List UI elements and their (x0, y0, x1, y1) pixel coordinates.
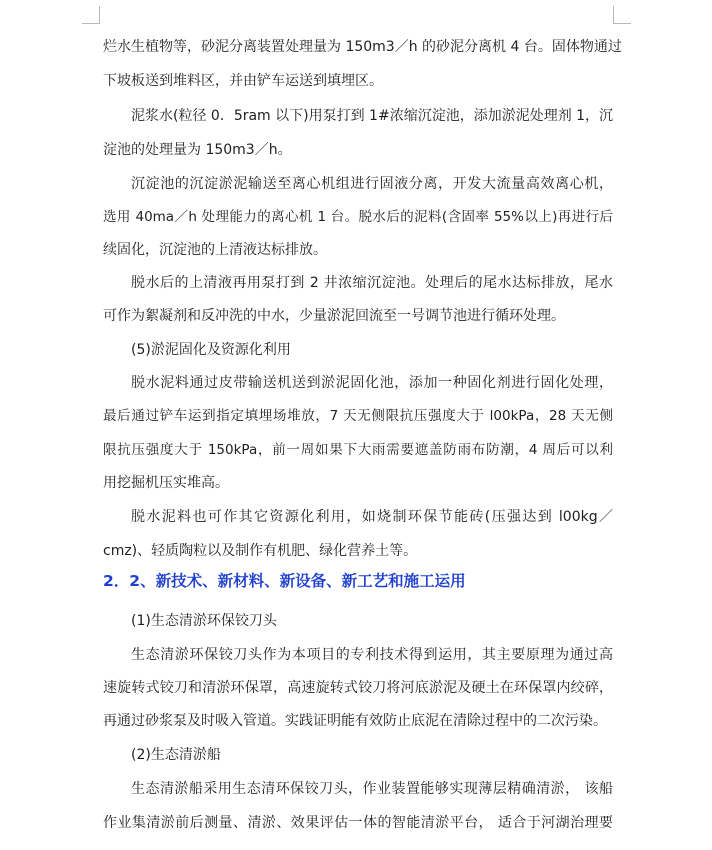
text-line: 最后通过铲车运到指定填埋场堆放，7 天无侧限抗压强度大于 l00kPa，28 天无侧 (103, 408, 613, 424)
text-line: 生态清淤船采用生态清环保铰刀头，作业装置能够实现薄层精确清淤， 该船 (131, 781, 613, 797)
crop-mark-right-horizontal (613, 23, 631, 24)
text-line: 再通过砂浆泵及时吸入管道。实践证明能有效防止底泥在清除过程中的二次污染。 (103, 713, 607, 729)
crop-mark-left-horizontal (82, 23, 100, 24)
text-line: 限抗压强度大于 150kPa，前一周如果下大雨需要遮盖防雨布防潮，4 周后可以利 (103, 442, 613, 458)
text-line: 可作为絮凝剂和反冲洗的中水，少量淤泥回流至一号调节池进行循环处理。 (103, 308, 565, 324)
text-line: 脱水后的上清液再用泵打到 2 井浓缩沉淀池。处理后的尾水达标排放，尾水 (131, 275, 613, 291)
section-heading: 2．2、新技术、新材料、新设备、新工艺和施工运用 (103, 572, 466, 590)
text-line: 烂水生植物等，砂泥分离装置处理量为 150m3／h 的砂泥分离机 4 台。固体物通过 (103, 39, 622, 55)
subsection-title: (1)生态清淤环保铰刀头 (131, 613, 277, 629)
text-line: 脱水泥料也可作其它资源化利用，如烧制环保节能砖(压强达到 l00kg／ (131, 509, 613, 525)
text-line: 速旋转式铰刀和清淤环保罩，高速旋转式铰刀将河底淤泥及硬土在环保罩内绞碎， (103, 680, 613, 696)
text-line: 淀池的处理量为 150m3／h。 (103, 142, 292, 158)
text-line: 沉淀池的沉淀淤泥输送至离心机组进行固液分离，开发大流量高效离心机， (131, 176, 613, 192)
subsection-title: (2)生态清淤船 (131, 747, 221, 763)
crop-mark-right-vertical (613, 6, 614, 24)
text-line: 下坡板送到堆料区，并由铲车运送到填埋区。 (103, 73, 383, 89)
text-line: 选用 40ma／h 处理能力的离心机 1 台。脱水后的泥料(含固率 55%以上)再进行后 (103, 209, 613, 225)
subsection-title: (5)淤泥固化及资源化利用 (131, 342, 291, 358)
text-line: cmz)、轻质陶粒以及制作有机肥、绿化营养土等。 (103, 543, 418, 559)
text-line: 作业集清淤前后测量、清淤、效果评估一体的智能清淤平台， 适合于河湖治理要 (103, 815, 613, 831)
crop-mark-left-vertical (99, 6, 100, 24)
text-line: 脱水泥料通过皮带输送机送到淤泥固化池，添加一种固化剂进行固化处理， (131, 375, 613, 391)
text-line: 生态清淤环保铰刀头作为本项目的专利技术得到运用，其主要原理为通过高 (131, 647, 613, 663)
text-line: 用挖掘机压实堆高。 (103, 475, 229, 491)
text-line: 泥浆水(粒径 0．5ram 以下)用泵打到 1#浓缩沉淀池，添加淤泥处理剂 1，沉 (131, 108, 614, 124)
text-line: 续固化，沉淀池的上清液达标排放。 (103, 242, 327, 258)
